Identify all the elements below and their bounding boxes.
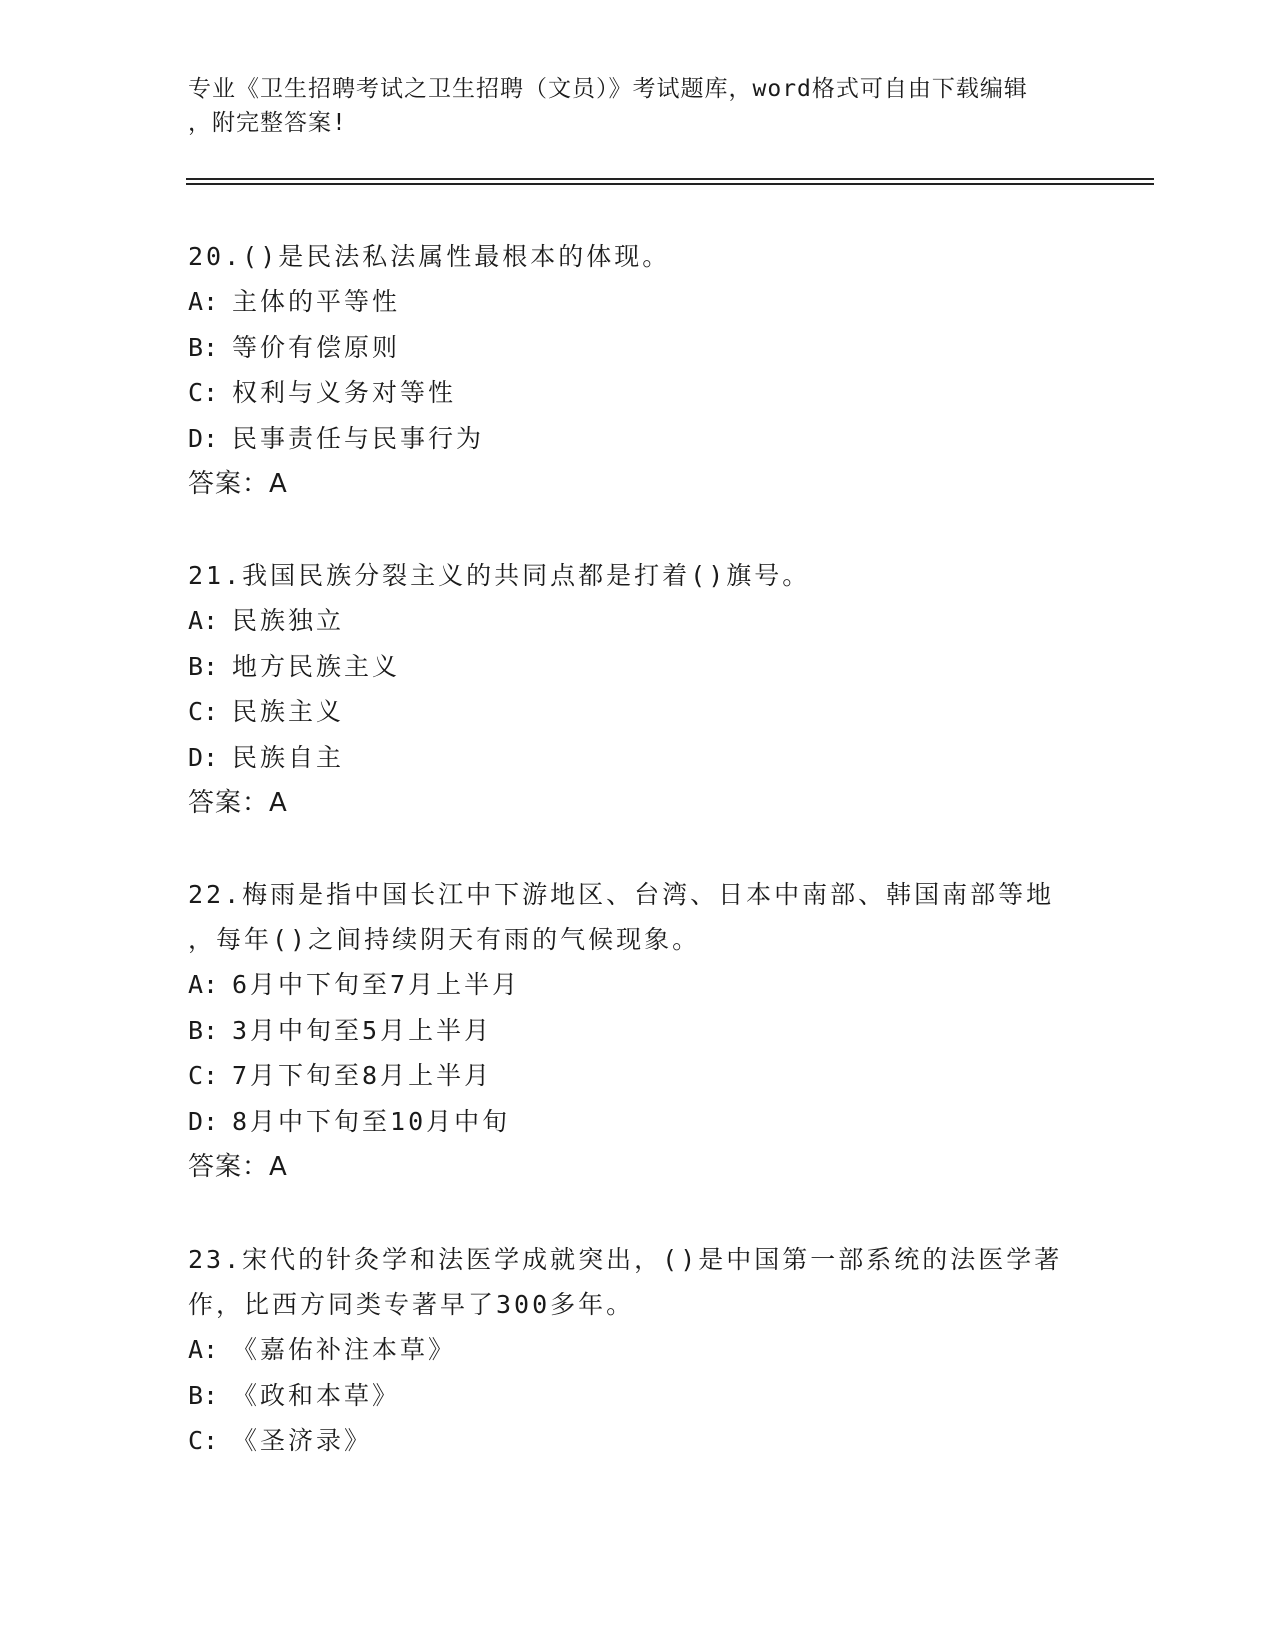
question-23: [188, 1237, 1088, 1464]
option-b: [188, 1373, 1088, 1419]
header-line-1: 专业《卫生招聘考试之卫生招聘（文员）》考试题库，word格式可自由下载编辑: [188, 76, 1028, 102]
option-label: A:: [188, 606, 219, 635]
option-a: [188, 1327, 1088, 1373]
question-stem: 20.()是民法私法属性最根本的体现。: [188, 242, 671, 271]
question-stem-line-1: 22.梅雨是指中国长江中下游地区、台湾、日本中南部、韩国南部等地: [188, 880, 1055, 909]
option-b: [188, 644, 1088, 690]
option-c: [188, 1418, 1088, 1464]
option-label: D:: [188, 1106, 219, 1136]
option-label: B:: [188, 1380, 219, 1410]
document-header: [188, 72, 1088, 140]
option-label: D:: [188, 742, 219, 772]
header-line-2: ，附完整答案!: [188, 110, 347, 136]
question-20: [188, 234, 1088, 507]
option-text: 民族自主: [232, 742, 345, 772]
option-label: C:: [188, 1061, 219, 1090]
option-a: [188, 598, 1088, 644]
answer: 答案：A: [188, 788, 288, 818]
question-stem: 21.我国民族分裂主义的共同点都是打着()旗号。: [188, 561, 811, 590]
option-label: A:: [188, 287, 219, 316]
option-c: [188, 689, 1088, 735]
option-text: 等价有偿原则: [232, 332, 401, 362]
option-label: C:: [188, 378, 219, 407]
answer: 答案：A: [188, 469, 288, 499]
option-text: 民族主义: [232, 697, 345, 726]
option-label: B:: [188, 651, 219, 681]
option-d: [188, 735, 1088, 781]
header-divider-bottom: [186, 183, 1154, 185]
option-b: [188, 325, 1088, 371]
option-text: 8月中下旬至10月中旬: [232, 1106, 511, 1136]
option-text: 《政和本草》: [232, 1380, 401, 1410]
option-label: C:: [188, 697, 219, 726]
option-label: B:: [188, 1015, 219, 1045]
option-d: [188, 1099, 1088, 1145]
option-c: [188, 370, 1088, 416]
option-text: 民族独立: [232, 606, 345, 635]
option-text: 6月中下旬至7月上半月: [232, 970, 521, 999]
option-text: 权利与义务对等性: [232, 378, 457, 407]
question-stem-line-2: 作，比西方同类专著早了300多年。: [188, 1290, 635, 1319]
answer: 答案：A: [188, 1152, 288, 1182]
header-divider-top: [186, 178, 1154, 180]
option-label: A:: [188, 970, 219, 999]
option-label: B:: [188, 332, 219, 362]
option-text: 《圣济录》: [232, 1426, 373, 1455]
option-a: [188, 279, 1088, 325]
option-c: [188, 1053, 1088, 1099]
option-b: [188, 1008, 1088, 1054]
question-stem-line-2: ，每年()之间持续阴天有雨的气候现象。: [188, 925, 701, 954]
question-22: [188, 872, 1088, 1190]
option-text: 民事责任与民事行为: [232, 423, 485, 453]
option-text: 3月中旬至5月上半月: [232, 1015, 493, 1045]
option-label: C:: [188, 1426, 219, 1455]
option-text: 7月下旬至8月上半月: [232, 1061, 493, 1090]
option-a: [188, 962, 1088, 1008]
option-d: [188, 416, 1088, 462]
option-text: 主体的平等性: [232, 287, 401, 316]
question-21: [188, 553, 1088, 826]
option-label: A:: [188, 1335, 219, 1364]
option-label: D:: [188, 423, 219, 453]
option-text: 地方民族主义: [232, 651, 401, 681]
option-text: 《嘉佑补注本草》: [232, 1335, 457, 1364]
question-stem-line-1: 23.宋代的针灸学和法医学成就突出，()是中国第一部系统的法医学著: [188, 1245, 1063, 1274]
